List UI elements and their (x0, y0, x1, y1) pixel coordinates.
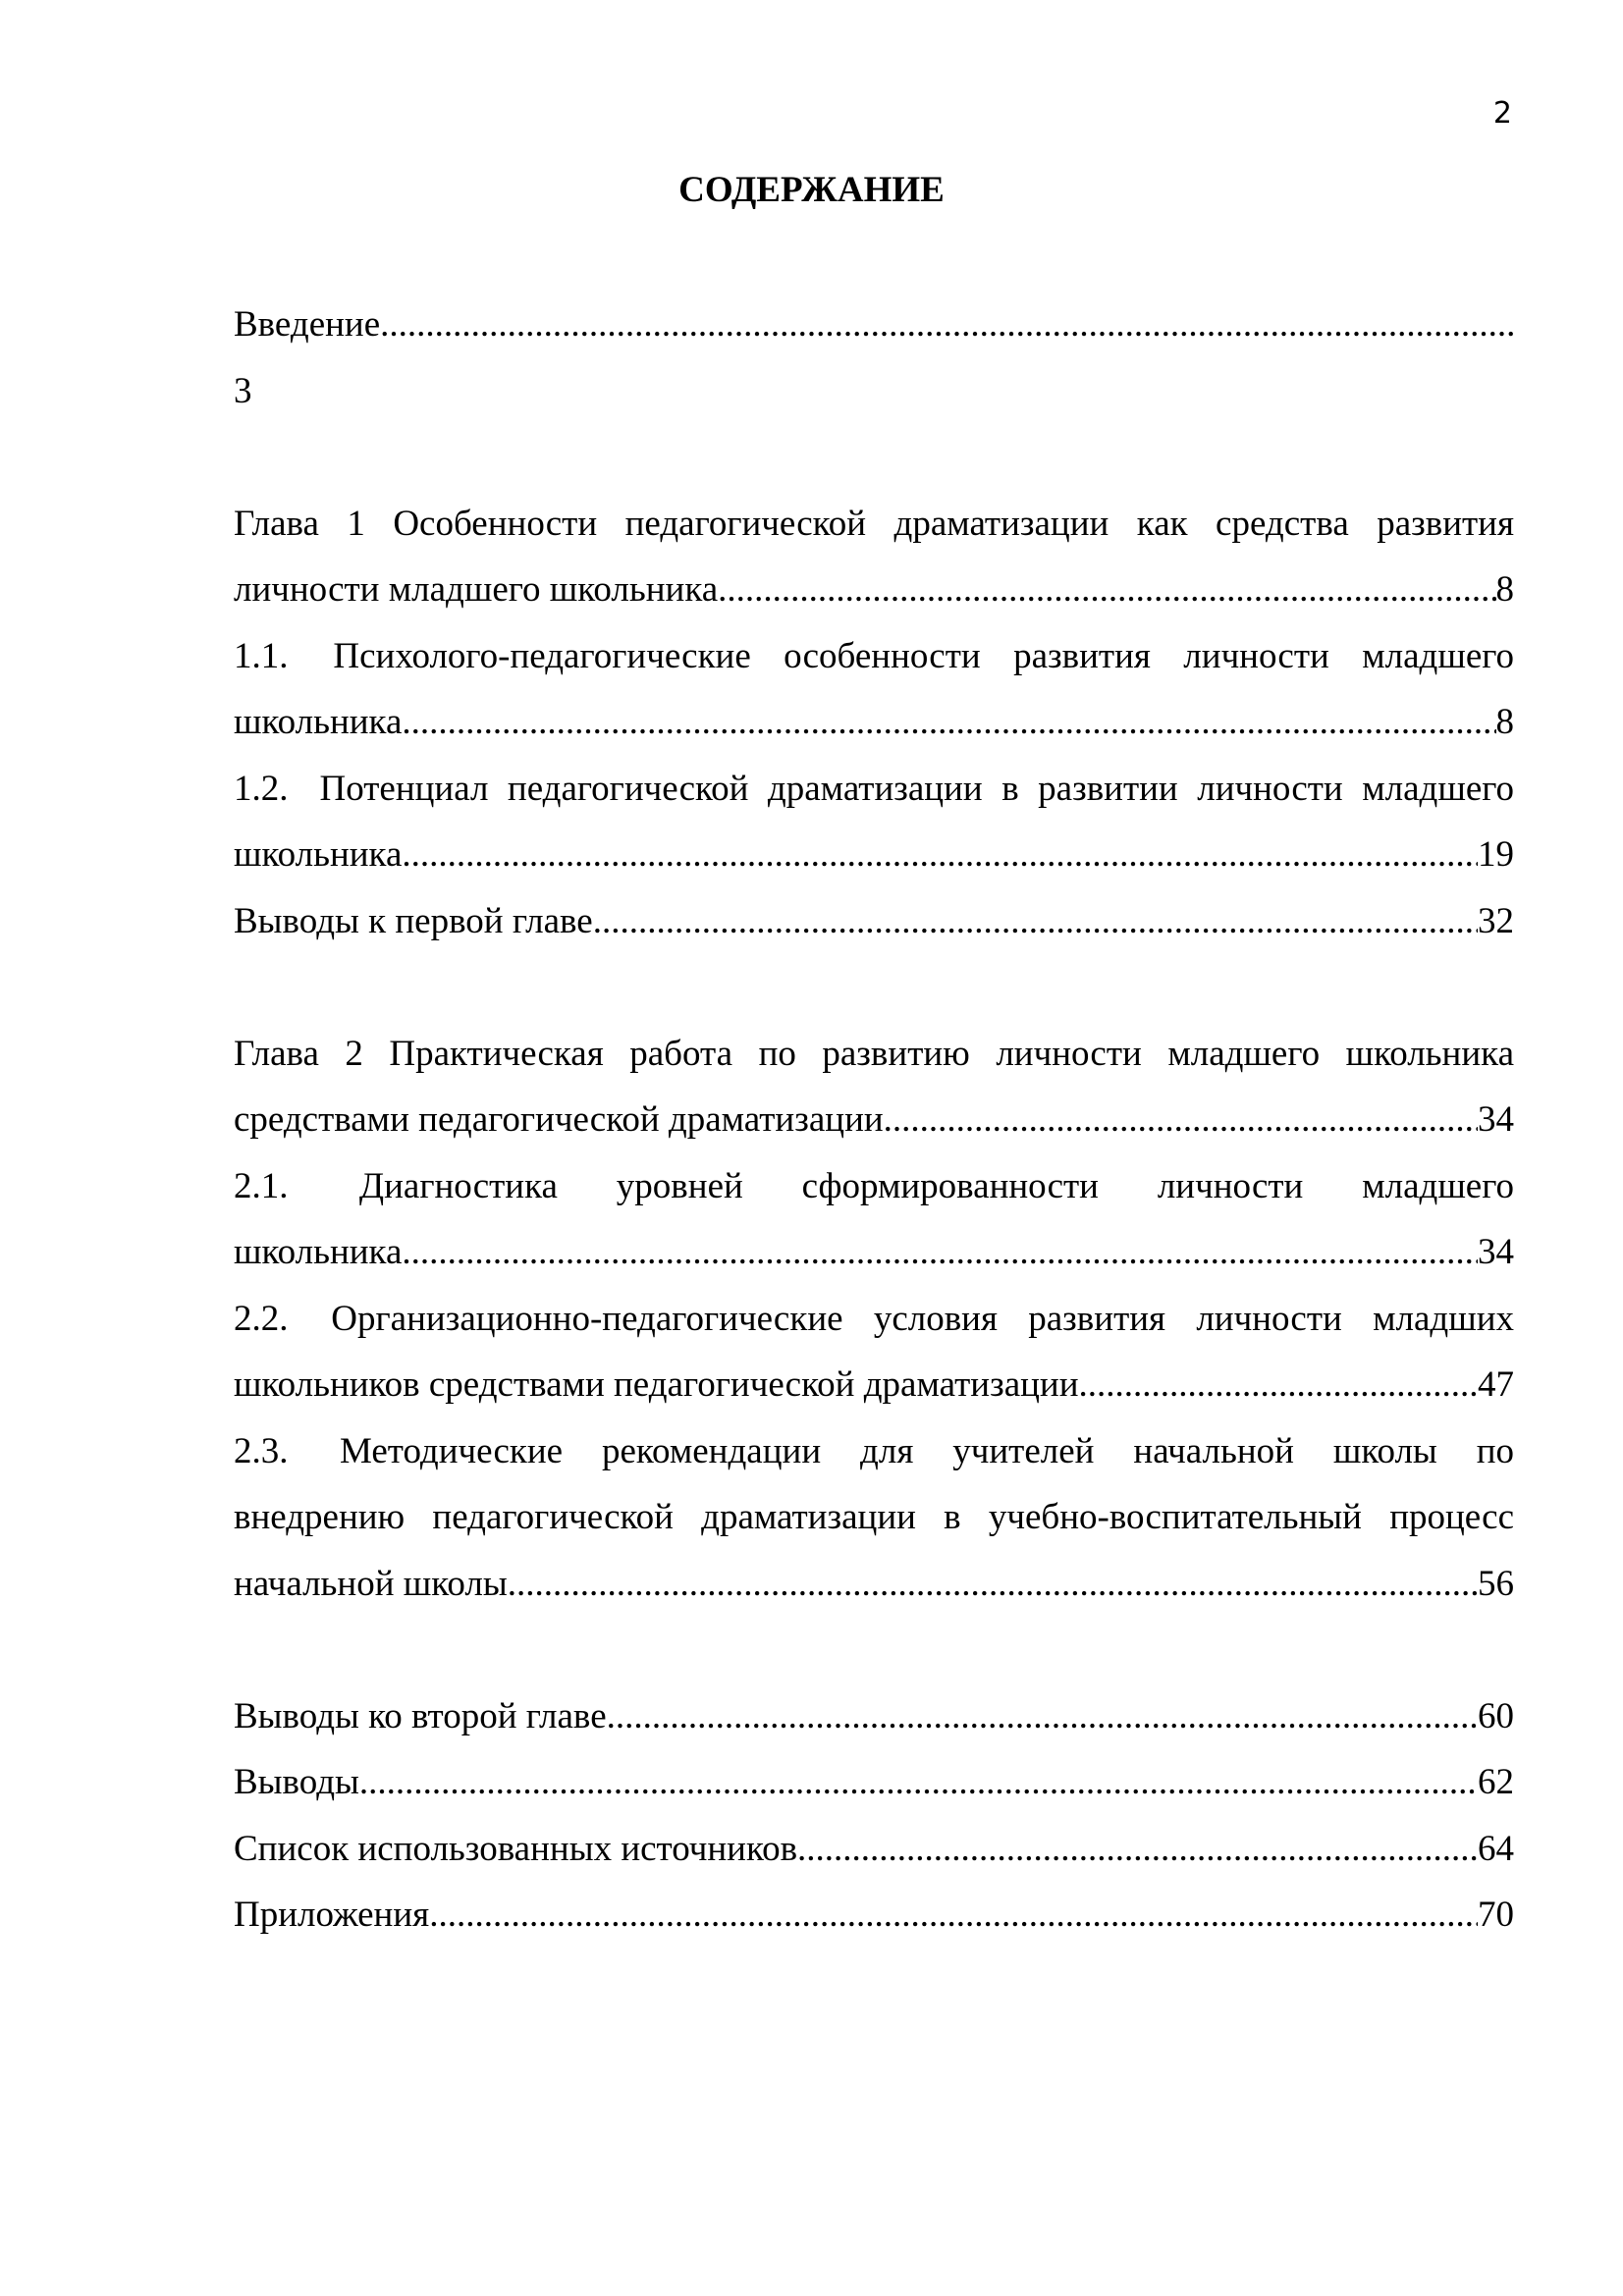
toc-entry-title-continued: внедрению педагогической драматизации в учебно-воспитательный процесс (234, 1497, 1514, 1537)
dot-leader (607, 1683, 1478, 1750)
toc-entry-title-continued: личности младшего школьника (234, 569, 719, 610)
dot-leader (380, 292, 1514, 358)
toc-page-number: 62 (1478, 1762, 1514, 1802)
toc-entry-intro[interactable] (234, 292, 1514, 424)
toc-page-number: 19 (1478, 834, 1514, 875)
dot-leader (797, 1816, 1478, 1883)
section-number: 2.3. (234, 1430, 289, 1471)
toc-entry-title: Диагностика уровней сформированности личности младшего (358, 1165, 1514, 1206)
dot-leader (1079, 1352, 1478, 1418)
toc-entry-chapter-2[interactable] (234, 1021, 1514, 1153)
section-number: 1.1. (234, 635, 289, 676)
toc-entry-title: Потенциал педагогической драматизации в развитии личности младшего (319, 768, 1514, 809)
section-number: 2.2. (234, 1298, 289, 1339)
dot-leader (718, 557, 1495, 623)
toc-entry-title-continued: школьника (234, 834, 403, 875)
page-title: СОДЕРЖАНИЕ (678, 170, 945, 210)
toc-page-number: 34 (1478, 1099, 1514, 1140)
toc-page-number: 60 (1478, 1695, 1514, 1736)
dot-leader (884, 1087, 1478, 1153)
table-of-contents (234, 292, 1514, 1949)
dot-leader (429, 1882, 1478, 1949)
toc-entry-chapter-1[interactable] (234, 491, 1514, 623)
dot-leader (593, 888, 1478, 955)
toc-entry-conclusions-chapter-1[interactable] (234, 888, 1514, 955)
dot-leader (402, 689, 1495, 756)
toc-entry-section-2-2[interactable] (234, 1286, 1514, 1418)
toc-page-number: 3 (234, 370, 252, 411)
toc-page-number: 8 (1495, 569, 1514, 610)
toc-entry-title-continued: школьников средствами педагогической драматизации (234, 1364, 1079, 1405)
dot-leader (402, 822, 1478, 888)
toc-entry-title: Выводы к первой главе (234, 900, 593, 941)
toc-entry-title-continued: начальной школы (234, 1563, 508, 1604)
toc-entry-sources[interactable] (234, 1816, 1514, 1883)
toc-entry-title-continued: школьника (234, 702, 403, 742)
toc-entry-title: Психолого-педагогические особенности развития личности младшего (333, 635, 1514, 676)
dot-leader (359, 1749, 1478, 1816)
toc-entry-appendix[interactable] (234, 1882, 1514, 1949)
toc-entry-title: Методические рекомендации для учителей начальной школы по (339, 1430, 1514, 1471)
toc-page-number: 8 (1495, 702, 1514, 742)
toc-entry-section-1-2[interactable] (234, 756, 1514, 888)
toc-entry-title: Приложения (234, 1895, 430, 1935)
toc-page-number: 64 (1478, 1828, 1514, 1869)
toc-entry-title: Выводы ко второй главе (234, 1695, 607, 1736)
toc-entry-conclusions-chapter-2[interactable] (234, 1683, 1514, 1750)
toc-entry-title: Организационно-педагогические условия развития личности младших (331, 1298, 1514, 1339)
dot-leader (402, 1219, 1478, 1286)
dot-leader (508, 1551, 1478, 1618)
toc-entry-section-2-1[interactable] (234, 1153, 1514, 1286)
toc-entry-title: Глава 2 Практическая работа по развитию личности младшего школьника (234, 1033, 1514, 1074)
toc-page-number: 70 (1478, 1895, 1514, 1935)
toc-entry-section-1-1[interactable] (234, 623, 1514, 756)
toc-entry-title: Введение (234, 304, 381, 345)
toc-entry-title: Глава 1 Особенности педагогической драматизации как средства развития (234, 503, 1514, 544)
toc-entry-section-2-3[interactable] (234, 1418, 1514, 1618)
toc-page-number: 32 (1478, 900, 1514, 941)
toc-entry-title-continued: школьника (234, 1232, 403, 1272)
section-number: 1.2. (234, 768, 289, 809)
toc-page-number: 47 (1478, 1364, 1514, 1405)
toc-page-number: 34 (1478, 1232, 1514, 1272)
toc-entry-title: Список использованных источников (234, 1828, 798, 1869)
toc-entry-conclusions[interactable] (234, 1749, 1514, 1816)
toc-page-number: 56 (1478, 1563, 1514, 1604)
page-number: 2 (1492, 96, 1512, 131)
toc-entry-title-continued: средствами педагогической драматизации (234, 1099, 884, 1140)
toc-entry-title: Выводы (234, 1762, 359, 1802)
section-number: 2.1. (234, 1165, 289, 1206)
